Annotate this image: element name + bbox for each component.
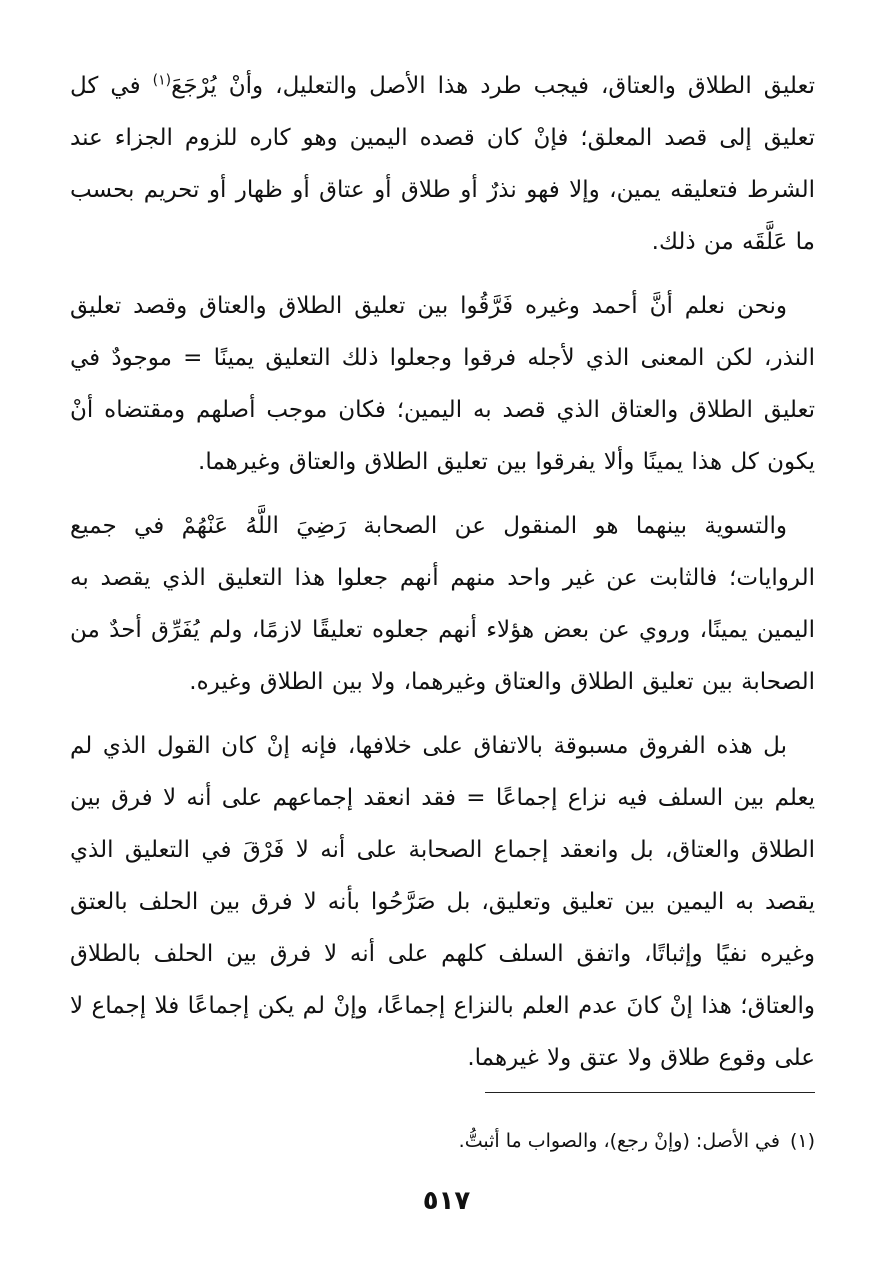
- footnote-ref-mark[interactable]: (١): [152, 72, 172, 89]
- page-body: [70, 60, 815, 1286]
- paragraph-4: بل هذه الفروق مسبوقة بالاتفاق على خلافها، فإنه إنْ كان القول الذي لم يعلم بين السلف فيه نزاع إجماعًا = فقد انعقد إجماعهم على أنه لا فرق بين الطلاق والعتاق، بل وانعقد إجماع الصحابة على أنه لا فَرْقَ في التعليق الذي يقصد به اليمين بين تعليق وتعليق، بل صَرَّحُوا بأنه لا فرق بين الحلف بالعتق وغيره نفيًا وإثباتًا، واتفق السلف كلهم على أنه لا فرق بين الحلف بالطلاق والعتاق؛ هذا إنْ كانَ عدم العلم بالنزاع إجماعًا، وإنْ لم يكن إجماعًا فلا إجماع لا على وقوع طلاق ولا عتق ولا غيرهما.: [70, 733, 815, 1071]
- footnote: [70, 1126, 815, 1156]
- paragraph-1-text-before-ref: تعليق الطلاق والعتاق، فيجب طرد هذا الأصل والتعليل، وأنْ يُرْجَعَ: [171, 73, 815, 99]
- footnote-text: في الأصل: (وإنْ رجع)، والصواب ما أثبتُّ.: [458, 1130, 780, 1152]
- footnote-number: (١): [789, 1130, 815, 1152]
- paragraph-3: والتسوية بينهما هو المنقول عن الصحابة رَضِيَ اللَّهُ عَنْهُمْ في جميع الروايات؛ فالثابت عن غير واحد منهم أنهم جعلوا هذا التعليق الذي يقصد به اليمين يمينًا، وروي عن بعض هؤلاء أنهم جعلوه تعليقًا لازمًا، ولم يُفَرِّق أحدٌ من الصحابة بين تعليق الطلاق والعتاق وغيرهما، ولا بين الطلاق وغيره.: [70, 513, 815, 695]
- paragraph-1: [70, 60, 815, 268]
- footnote-divider: [485, 1092, 815, 1093]
- paragraph-1-text-after-ref: في كل تعليق إلى قصد المعلق؛ فإنْ كان قصده اليمين وهو كاره للزوم الجزاء عند الشرط فتعليقه يمين، وإلا فهو نذرٌ أو طلاق أو عتاق أو ظهار أو تحريم بحسب ما عَلَّقَه من ذلك.: [70, 73, 815, 255]
- paragraph-2: ونحن نعلم أنَّ أحمد وغيره فَرَّقُوا بين تعليق الطلاق والعتاق وقصد تعليق النذر، لكن المعنى الذي لأجله فرقوا وجعلوا ذلك التعليق يمينًا = موجودٌ في تعليق الطلاق والعتاق الذي قصد به اليمين؛ فكان موجب أصلهم ومقتضاه أنْ يكون كل هذا يمينًا وألا يفرقوا بين تعليق الطلاق والعتاق وغيرهما.: [70, 293, 815, 475]
- page-number: ٥١٧: [422, 1186, 471, 1216]
